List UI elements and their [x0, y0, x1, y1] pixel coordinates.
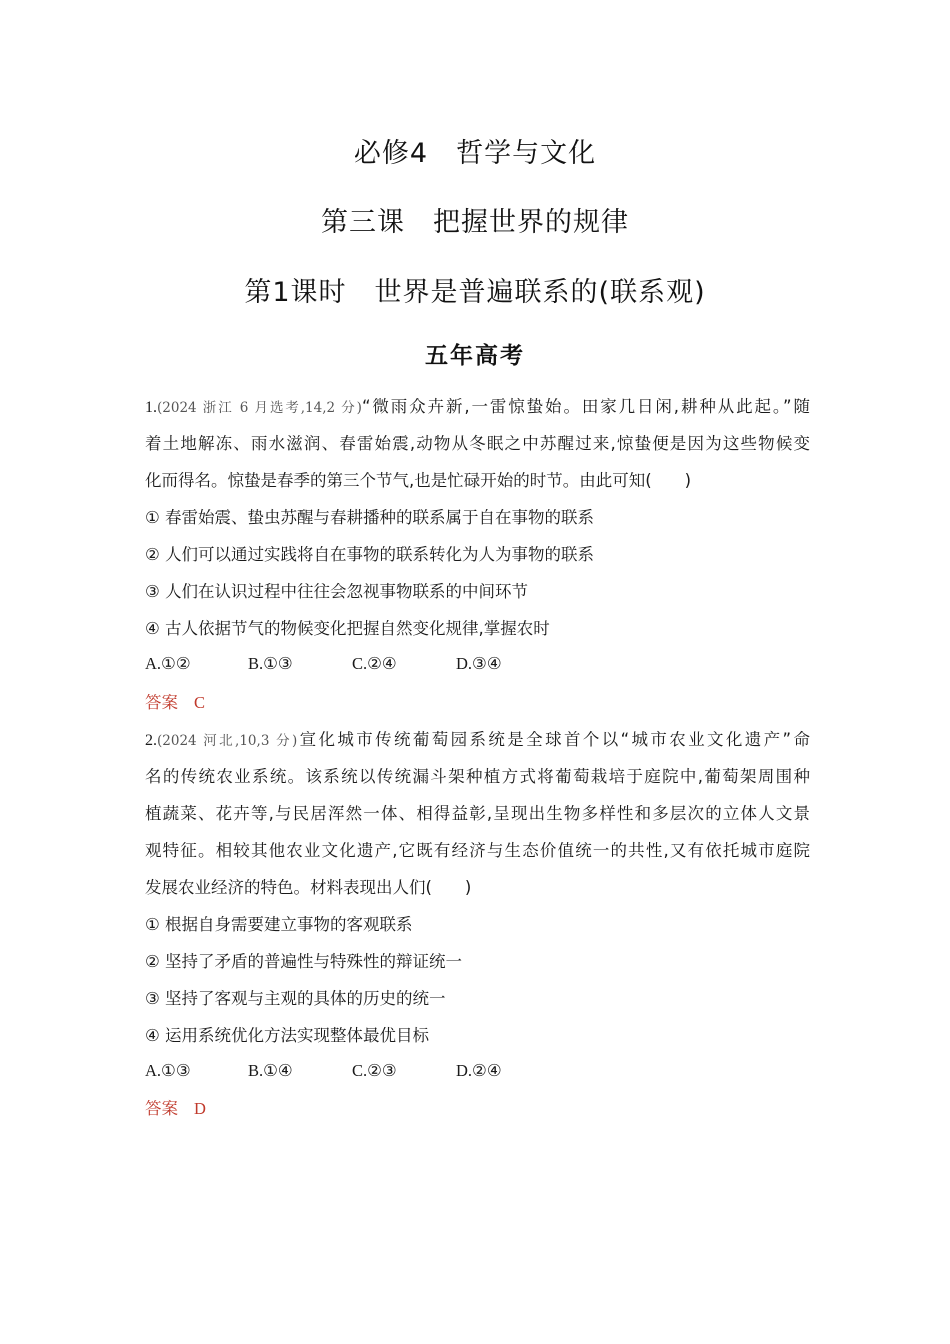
question-1-option-a: A.①② [145, 654, 191, 673]
question-2-stem-text-2: 名的传统农业系统。该系统以传统漏斗架种植方式将葡萄栽培于庭院中,葡萄架周围种 [145, 767, 810, 786]
question-2-statement-3: ③ 坚持了客观与主观的具体的历史的统一 [145, 989, 446, 1008]
question-1-answer-value: C [194, 693, 206, 712]
question-1-statement-2: ② 人们可以通过实践将自在事物的联系转化为人为事物的联系 [145, 545, 595, 564]
question-2-option-a: A.①③ [145, 1061, 191, 1080]
question-1-source: (2024 浙江 6 月选考,14,2 分) [157, 400, 362, 416]
question-2-stem-line-4 [145, 839, 810, 875]
question-2-stem-line-5: 发展农业经济的特色。材料表现出人们( ) [145, 878, 472, 897]
question-2-source: (2024 河北,10,3 分) [157, 733, 298, 749]
question-1-statement-1: ① 春雷始震、蛰虫苏醒与春耕播种的联系属于自在事物的联系 [145, 508, 595, 527]
question-1-option-d: D.③④ [456, 654, 502, 673]
question-2-option-c: C.②③ [352, 1061, 397, 1080]
question-2-stem-line-3 [145, 802, 810, 838]
question-1-statement-4: ④ 古人依据节气的物候变化把握自然变化规律,掌握农时 [145, 619, 550, 638]
question-1-answer [145, 691, 810, 727]
section-heading: 五年高考 [425, 343, 525, 369]
question-2-statement-1: ① 根据自身需要建立事物的客观联系 [145, 915, 413, 934]
question-1-option-b: B.①③ [248, 654, 293, 673]
question-2-statement-4: ④ 运用系统优化方法实现整体最优目标 [145, 1026, 430, 1045]
question-2-stem-line-1 [145, 728, 810, 764]
question-2-stem-line-2 [145, 765, 810, 801]
question-2-stem-text-3: 植蔬菜、花卉等,与民居浑然一体、相得益彰,呈现出生物多样性和多层次的立体人文景 [145, 804, 810, 823]
question-2-statement-2: ② 坚持了矛盾的普遍性与特殊性的辩证统一 [145, 952, 463, 971]
question-1-stem-line-3: 化而得名。惊蛰是春季的第三个节气,也是忙碌开始的时节。由此可知( ) [145, 471, 692, 490]
question-2-answer-label: 答案 [145, 1099, 178, 1118]
question-2-stem-text-4: 观特征。相较其他农业文化遗产,它既有经济与生态价值统一的共性,又有依托城市庭院 [145, 841, 810, 860]
question-1-stem-text-1: “微雨众卉新,一雷惊蛰始。田家几日闲,耕种从此起。”随 [361, 397, 810, 416]
question-1-stem-line-1 [145, 395, 810, 431]
question-1-number: 1. [145, 399, 157, 416]
question-2-option-d: D.②④ [456, 1061, 502, 1080]
question-1-stem-text-2: 着土地解冻、雨水滋润、春雷始震,动物从冬眠之中苏醒过来,惊蛰便是因为这些物候变 [145, 434, 810, 453]
question-1-answer-label: 答案 [145, 693, 178, 712]
period-title: 第1课时 世界是普遍联系的(联系观) [244, 277, 706, 308]
question-2-stem-text-1: 宣化城市传统葡萄园系统是全球首个以“城市农业文化遗产”命 [297, 730, 810, 749]
book-title: 必修4 哲学与文化 [353, 138, 597, 169]
question-1-statement-3: ③ 人们在认识过程中往往会忽视事物联系的中间环节 [145, 582, 529, 601]
question-1-option-c: C.②④ [352, 654, 397, 673]
question-2-number: 2. [145, 732, 157, 749]
question-1-stem-line-2 [145, 432, 810, 468]
question-2-answer-value: D [194, 1099, 206, 1118]
question-2-option-b: B.①④ [248, 1061, 293, 1080]
lesson-title: 第三课 把握世界的规律 [321, 207, 629, 238]
question-2-answer [145, 1097, 810, 1133]
